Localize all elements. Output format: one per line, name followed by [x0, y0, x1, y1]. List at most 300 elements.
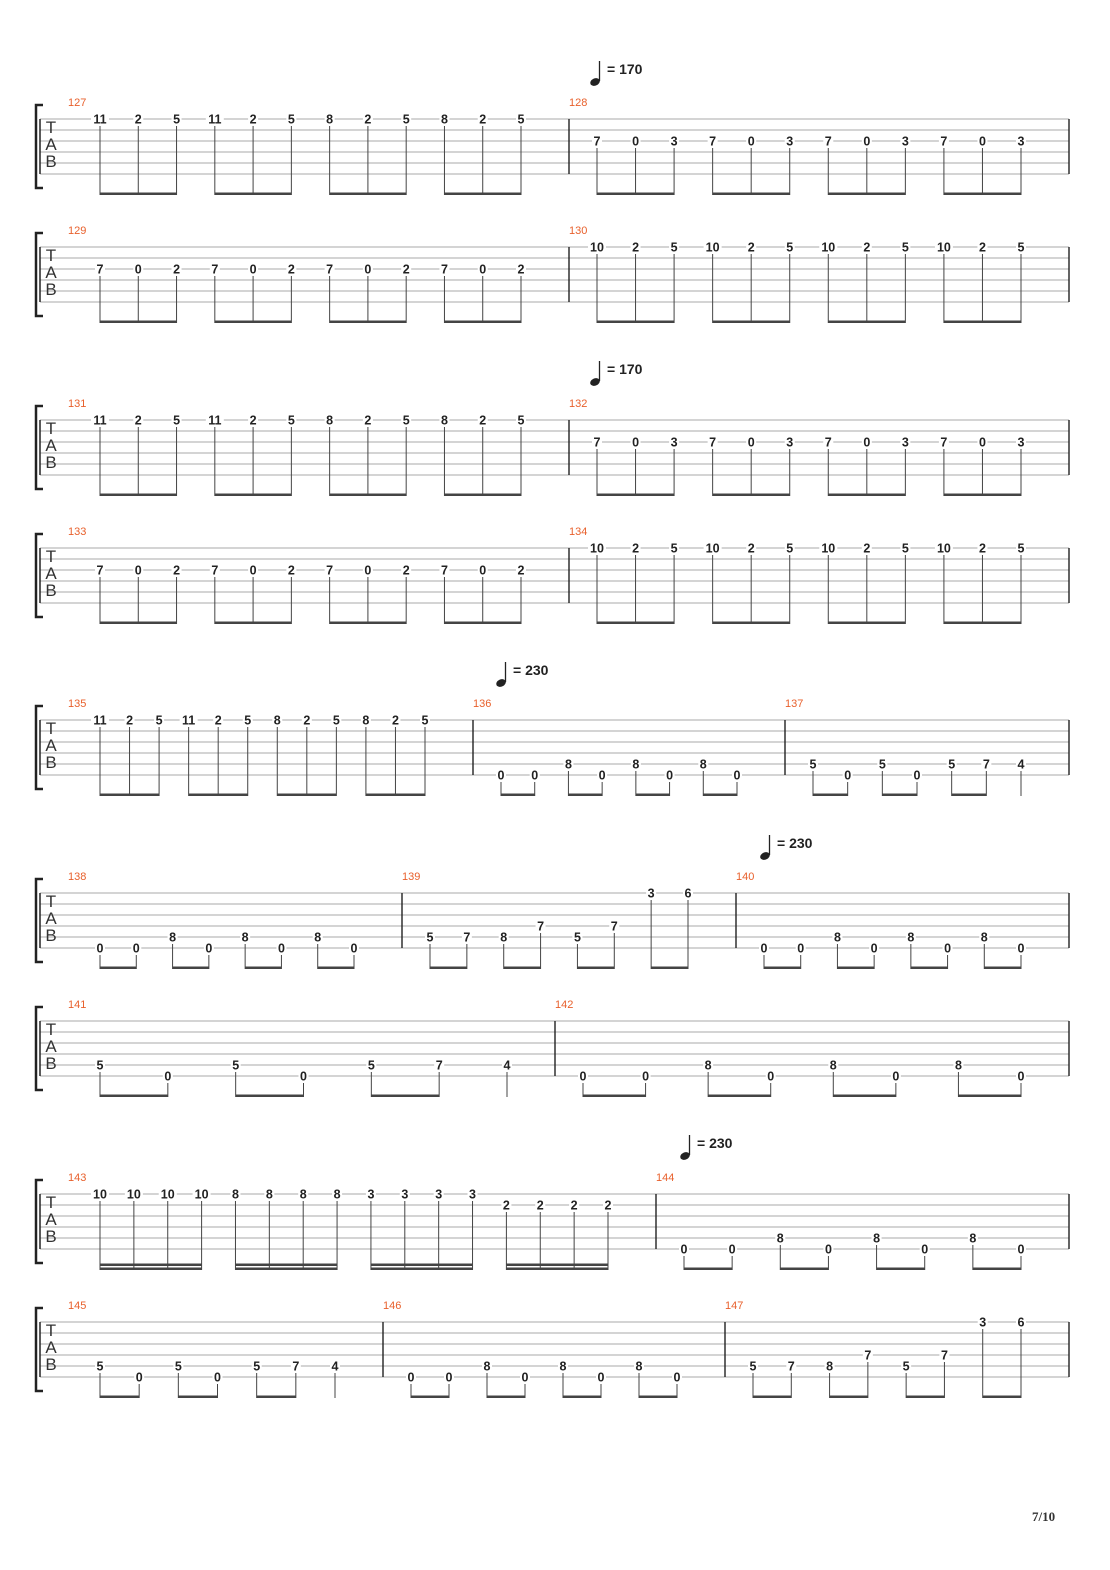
fret-number: 7: [982, 757, 990, 772]
beam: [444, 494, 521, 497]
beam: [100, 193, 177, 196]
fret-number: 7: [593, 435, 601, 450]
fret-number: 2: [287, 262, 295, 277]
fret-number: 0: [870, 941, 878, 956]
tempo-marking: [759, 835, 813, 861]
fret-number: 5: [287, 413, 295, 428]
fret-number: 5: [96, 1359, 104, 1374]
tab-system: [36, 97, 1069, 195]
beam: [504, 967, 541, 970]
fret-number: 4: [1017, 757, 1025, 772]
beam: [100, 967, 136, 970]
fret-number: 2: [502, 1198, 510, 1213]
fret-number: 11: [208, 413, 222, 428]
fret-number: 0: [497, 768, 505, 783]
fret-number: 7: [463, 930, 471, 945]
fret-number: 10: [936, 240, 951, 255]
beam: [882, 794, 917, 797]
measure: [569, 526, 1026, 624]
fret-number: 0: [134, 563, 142, 578]
fret-number: 8: [559, 1359, 567, 1374]
beam: [444, 321, 521, 324]
fret-number: 10: [705, 240, 720, 255]
fret-number: 2: [517, 563, 525, 578]
beam: [713, 321, 790, 324]
beam: [257, 1396, 296, 1399]
fret-number: 2: [126, 713, 134, 728]
fret-number: 5: [902, 1359, 910, 1374]
fret-number: 0: [632, 134, 640, 149]
fret-number: 5: [367, 1058, 375, 1073]
fret-number: 10: [821, 541, 836, 556]
beam: [411, 1396, 449, 1399]
fret-number: 2: [517, 262, 525, 277]
measure: [569, 225, 1026, 323]
beam: [235, 1264, 337, 1267]
fret-number: 8: [704, 1058, 712, 1073]
fret-number: 11: [93, 112, 107, 127]
fret-number: 0: [863, 134, 871, 149]
fret-number: 5: [421, 713, 429, 728]
fret-number: 0: [350, 941, 358, 956]
fret-number: 2: [863, 240, 871, 255]
fret-number: 4: [331, 1359, 339, 1374]
fret-number: 0: [680, 1242, 688, 1257]
tab-clef-letter: A: [45, 736, 57, 755]
beam: [235, 1268, 337, 1271]
fret-number: 5: [253, 1359, 261, 1374]
fret-number: 2: [173, 563, 181, 578]
beam: [713, 622, 790, 625]
fret-number: 2: [249, 112, 257, 127]
measure-number: 128: [569, 97, 588, 109]
fret-number: 0: [277, 941, 285, 956]
tab-clef-letter: T: [45, 719, 57, 738]
fret-number: 8: [826, 1359, 834, 1374]
beam: [828, 193, 905, 196]
fret-number: 8: [907, 930, 915, 945]
fret-number: 0: [844, 768, 852, 783]
fret-number: 0: [673, 1370, 681, 1385]
tab-system: [36, 871, 1069, 969]
measure-number: 137: [785, 698, 804, 710]
fret-number: 8: [440, 413, 448, 428]
fret-number: 2: [287, 563, 295, 578]
fret-number: 2: [303, 713, 311, 728]
beam: [173, 967, 209, 970]
fret-number: 0: [767, 1069, 775, 1084]
beam: [215, 321, 292, 324]
fret-number: 5: [173, 112, 181, 127]
fret-number: 7: [440, 563, 448, 578]
tab-clef-letter: B: [45, 280, 57, 299]
beam: [764, 967, 801, 970]
beam: [944, 494, 1021, 497]
fret-number: 0: [134, 262, 142, 277]
beam: [568, 794, 602, 797]
fret-number: 0: [1017, 1069, 1025, 1084]
measure: [569, 97, 1026, 195]
fret-number: 5: [786, 240, 794, 255]
fret-number: 8: [833, 930, 841, 945]
tab-clef-letter: T: [45, 1193, 57, 1212]
fret-number: 5: [232, 1058, 240, 1073]
beam: [444, 193, 521, 196]
fret-number: 0: [531, 768, 539, 783]
beam: [753, 1396, 791, 1399]
fret-number: 0: [760, 941, 768, 956]
fret-number: 2: [604, 1198, 612, 1213]
fret-number: 7: [787, 1359, 795, 1374]
measure-number: 130: [569, 225, 588, 237]
fret-number: 8: [980, 930, 988, 945]
tab-system: [36, 225, 1069, 323]
fret-number: 7: [709, 134, 717, 149]
measure-number: 147: [725, 1300, 744, 1312]
fret-number: 11: [93, 713, 107, 728]
measure-number: 136: [473, 698, 492, 710]
fret-number: 5: [749, 1359, 757, 1374]
fret-number: 0: [135, 1370, 143, 1385]
fret-number: 0: [479, 262, 487, 277]
tab-clef-letter: A: [45, 263, 57, 282]
fret-number: 7: [824, 435, 832, 450]
fret-number: 10: [936, 541, 951, 556]
measure: [383, 1300, 682, 1398]
tempo-marking: [589, 61, 643, 87]
fret-number: 3: [647, 886, 655, 901]
fret-number: 0: [445, 1370, 453, 1385]
fret-number: 7: [96, 262, 104, 277]
fret-number: 0: [132, 941, 140, 956]
beam: [318, 967, 354, 970]
fret-number: 7: [940, 1348, 948, 1363]
fret-number: 3: [367, 1187, 375, 1202]
measure: [68, 398, 526, 496]
beam: [487, 1396, 525, 1399]
page-number: 7/10: [1032, 1509, 1056, 1524]
beam: [444, 622, 521, 625]
fret-number: 2: [536, 1198, 544, 1213]
beam: [100, 1396, 139, 1399]
fret-number: 8: [699, 757, 707, 772]
fret-number: 8: [829, 1058, 837, 1073]
measure-number: 139: [402, 871, 421, 883]
beam: [178, 1396, 217, 1399]
fret-number: 0: [96, 941, 104, 956]
fret-number: 7: [864, 1348, 872, 1363]
fret-number: 8: [954, 1058, 962, 1073]
measure: [785, 698, 1026, 796]
fret-number: 0: [747, 134, 755, 149]
fret-number: 8: [241, 930, 249, 945]
fret-number: 2: [479, 413, 487, 428]
beam: [430, 967, 467, 970]
measure: [656, 1172, 1026, 1270]
tab-clef-letter: T: [45, 1020, 57, 1039]
tempo-marking: [679, 1135, 733, 1161]
beam: [330, 494, 407, 497]
beam: [215, 622, 292, 625]
fret-number: 0: [921, 1242, 929, 1257]
fret-number: 2: [391, 713, 399, 728]
beam: [189, 794, 248, 797]
fret-number: 0: [598, 768, 606, 783]
measure: [473, 698, 742, 796]
beam: [330, 321, 407, 324]
fret-number: 2: [134, 112, 142, 127]
fret-number: 7: [211, 563, 219, 578]
beam: [708, 1095, 771, 1098]
fret-number: 0: [642, 1069, 650, 1084]
fret-number: 8: [231, 1187, 239, 1202]
fret-number: 2: [978, 240, 986, 255]
fret-number: 5: [244, 713, 252, 728]
fret-number: 5: [402, 112, 410, 127]
beam: [215, 494, 292, 497]
fret-number: 2: [978, 541, 986, 556]
fret-number: 8: [333, 1187, 341, 1202]
fret-number: 5: [809, 757, 817, 772]
fret-number: 7: [96, 563, 104, 578]
beam: [877, 1268, 925, 1271]
measure-number: 144: [656, 1172, 675, 1184]
measure: [68, 1300, 340, 1398]
fret-number: 8: [500, 930, 508, 945]
fret-number: 0: [728, 1242, 736, 1257]
measure: [68, 1172, 613, 1270]
tab-clef-letter: B: [45, 1054, 57, 1073]
fret-number: 0: [892, 1069, 900, 1084]
beam: [563, 1396, 601, 1399]
beam: [597, 193, 674, 196]
fret-number: 3: [1017, 134, 1025, 149]
beam: [780, 1268, 828, 1271]
fret-number: 10: [705, 541, 720, 556]
beam: [577, 967, 614, 970]
fret-number: 5: [402, 413, 410, 428]
tab-clef-letter: B: [45, 1227, 57, 1246]
tab-clef-letter: T: [45, 246, 57, 265]
fret-number: 0: [249, 262, 257, 277]
measure: [68, 698, 430, 796]
measure-number: 143: [68, 1172, 87, 1184]
fret-number: 3: [401, 1187, 409, 1202]
measure: [555, 999, 1026, 1097]
beam: [639, 1396, 677, 1399]
beam: [330, 622, 407, 625]
fret-number: 8: [440, 112, 448, 127]
beam: [100, 794, 159, 797]
beam: [330, 193, 407, 196]
measure: [68, 526, 526, 624]
fret-number: 0: [863, 435, 871, 450]
measure-number: 134: [569, 526, 588, 538]
fret-number: 3: [901, 435, 909, 450]
fret-number: 3: [670, 435, 678, 450]
fret-number: 3: [979, 1315, 987, 1330]
fret-number: 3: [435, 1187, 443, 1202]
fret-number: 5: [1017, 541, 1025, 556]
fret-number: 5: [174, 1359, 182, 1374]
fret-number: 2: [134, 413, 142, 428]
fret-number: 8: [362, 713, 370, 728]
fret-number: 7: [593, 134, 601, 149]
measure-number: 129: [68, 225, 87, 237]
beam: [277, 794, 336, 797]
fret-number: 11: [93, 413, 107, 428]
measure: [68, 871, 359, 969]
tab-clef-letter: B: [45, 753, 57, 772]
beam: [215, 193, 292, 196]
beam: [828, 622, 905, 625]
fret-number: 8: [969, 1231, 977, 1246]
beam: [703, 794, 737, 797]
fret-number: 5: [901, 541, 909, 556]
fret-number: 10: [821, 240, 836, 255]
fret-number: 8: [326, 112, 334, 127]
tab-system: [36, 1172, 1069, 1270]
fret-number: 8: [776, 1231, 784, 1246]
measure-number: 133: [68, 526, 87, 538]
fret-number: 8: [483, 1359, 491, 1374]
measure-number: 145: [68, 1300, 87, 1312]
fret-number: 6: [1017, 1315, 1025, 1330]
fret-number: 10: [160, 1187, 175, 1202]
fret-number: 8: [326, 413, 334, 428]
tab-system: [36, 999, 1069, 1097]
tab-clef-letter: T: [45, 118, 57, 137]
tab-system: [36, 526, 1069, 624]
fret-number: 0: [978, 435, 986, 450]
fret-number: 8: [273, 713, 281, 728]
tab-clef-letter: T: [45, 419, 57, 438]
fret-number: 0: [214, 1370, 221, 1385]
beam: [100, 494, 177, 497]
tab-clef-letter: A: [45, 909, 57, 928]
fret-number: 0: [824, 1242, 832, 1257]
tempo-value: = 230: [777, 835, 813, 851]
measure: [68, 999, 512, 1097]
beam: [371, 1268, 473, 1271]
fret-number: 5: [173, 413, 181, 428]
beam: [506, 1264, 608, 1267]
fret-number: 4: [503, 1058, 511, 1073]
fret-number: 0: [164, 1069, 172, 1084]
fret-number: 10: [590, 240, 604, 255]
fret-number: 5: [517, 112, 525, 127]
fret-number: 8: [314, 930, 322, 945]
fret-number: 5: [670, 240, 678, 255]
tab-clef-letter: A: [45, 1210, 57, 1229]
beam: [371, 1264, 473, 1267]
fret-number: 7: [326, 262, 334, 277]
fret-number: 5: [1017, 240, 1025, 255]
fret-number: 7: [940, 134, 948, 149]
fret-number: 3: [1017, 435, 1025, 450]
fret-number: 3: [786, 435, 794, 450]
beam: [813, 794, 848, 797]
measure-number: 135: [68, 698, 87, 710]
fret-number: 0: [944, 941, 952, 956]
tempo-value: = 170: [607, 61, 643, 77]
fret-number: 5: [670, 541, 678, 556]
fret-number: 5: [901, 240, 909, 255]
measure: [736, 871, 1026, 969]
tab-system: [36, 698, 1069, 796]
beam: [984, 967, 1021, 970]
beam: [597, 494, 674, 497]
tab-clef-letter: A: [45, 1037, 57, 1056]
fret-number: 0: [1017, 941, 1025, 956]
measure-number: 132: [569, 398, 588, 410]
fret-number: 2: [632, 240, 640, 255]
fret-number: 7: [824, 134, 832, 149]
fret-number: 2: [249, 413, 257, 428]
fret-number: 7: [709, 435, 717, 450]
beam: [906, 1396, 944, 1399]
beam: [651, 967, 688, 970]
measure-number: 141: [68, 999, 87, 1011]
tab-clef-letter: A: [45, 135, 57, 154]
fret-number: 0: [300, 1069, 307, 1084]
fret-number: 8: [265, 1187, 273, 1202]
fret-number: 8: [299, 1187, 307, 1202]
beam: [713, 494, 790, 497]
measure-number: 140: [736, 871, 755, 883]
measure-number: 142: [555, 999, 574, 1011]
measure: [569, 398, 1026, 496]
fret-number: 0: [632, 435, 640, 450]
beam: [830, 1396, 868, 1399]
beam: [684, 1268, 732, 1271]
fret-number: 10: [590, 541, 604, 556]
fret-number: 2: [364, 413, 372, 428]
beam: [366, 794, 425, 797]
beam: [583, 1095, 646, 1098]
fret-number: 5: [573, 930, 581, 945]
fret-number: 2: [479, 112, 487, 127]
beam: [506, 1268, 608, 1271]
fret-number: 0: [479, 563, 487, 578]
fret-number: 5: [96, 1058, 104, 1073]
fret-number: 3: [901, 134, 909, 149]
beam: [501, 794, 535, 797]
fret-number: 2: [632, 541, 640, 556]
fret-number: 7: [326, 563, 334, 578]
fret-number: 0: [205, 941, 213, 956]
beam: [245, 967, 281, 970]
tempo-marking: [495, 662, 549, 688]
fret-number: 2: [863, 541, 871, 556]
tab-clef-letter: A: [45, 1338, 57, 1357]
fret-number: 11: [182, 713, 196, 728]
beam: [636, 794, 670, 797]
fret-number: 2: [364, 112, 372, 127]
fret-number: 7: [440, 262, 448, 277]
measure: [725, 1300, 1026, 1398]
tab-clef-letter: T: [45, 892, 57, 911]
tab-clef-letter: B: [45, 926, 57, 945]
tab-system: [36, 398, 1069, 496]
tempo-value: = 230: [697, 1135, 733, 1151]
fret-number: 5: [878, 757, 886, 772]
fret-number: 0: [913, 768, 921, 783]
fret-number: 8: [169, 930, 177, 945]
fret-number: 2: [402, 563, 410, 578]
beam: [236, 1095, 304, 1098]
fret-number: 0: [747, 435, 755, 450]
